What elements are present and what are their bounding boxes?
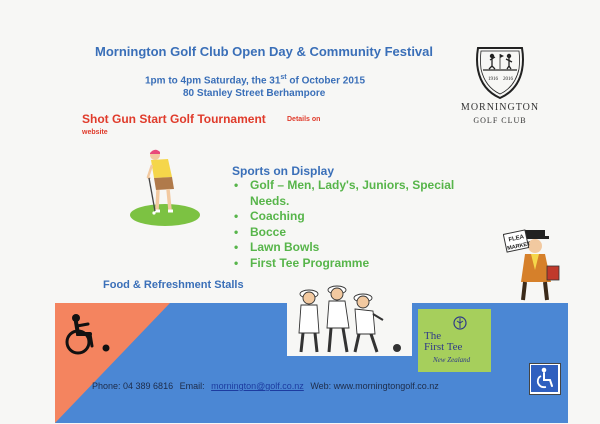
list-item: • Coaching [234, 209, 494, 225]
first-tee-name: The First Tee [424, 330, 463, 353]
list-item: • Lawn Bowls [234, 240, 494, 256]
club-logo [440, 42, 560, 137]
flea-sign-line2: MARKET [506, 241, 532, 252]
phone-text: Phone: 04 389 6816 [92, 381, 174, 391]
list-item: • Bocce [234, 225, 494, 241]
first-tee-logo [418, 309, 491, 372]
list-item: • Golf – Men, Lady's, Juniors, Special Needs. [234, 178, 494, 209]
flea-sign-line1: FLEA [508, 234, 525, 244]
flea-market-illustration [503, 226, 563, 304]
event-address: 80 Stanley Street Berhampore [183, 88, 326, 99]
golf-club-crest-icon [440, 42, 560, 102]
list-item: • First Tee Programme [234, 256, 494, 272]
tournament-website: website [82, 129, 108, 136]
sports-title: Sports on Display [232, 164, 335, 178]
lawn-bowlers-illustration [287, 278, 412, 356]
sports-list [234, 178, 494, 271]
wheelchair-icon [530, 364, 559, 393]
logo-club-name: MORNINGTON [460, 102, 540, 113]
svg-text:1916: 1916 [488, 77, 498, 82]
tournament-details: Details on [287, 116, 321, 123]
page-title: Mornington Golf Club Open Day & Community Festival [95, 44, 434, 59]
first-tee-country: New Zealand [433, 356, 471, 364]
wheelchair-bocce-icon [62, 312, 112, 356]
tournament-title: Shot Gun Start Golf Tournament [82, 112, 266, 126]
svg-text:2016: 2016 [503, 77, 513, 82]
first-tee-emblem-icon [452, 315, 468, 331]
contact-line [92, 381, 443, 391]
food-title: Food & Refreshment Stalls [103, 279, 244, 291]
golfer-illustration [128, 145, 203, 230]
email-label: Email: [179, 381, 205, 391]
accessibility-badge [529, 363, 561, 395]
web-link[interactable]: Web: www.morningtongolf.co.nz [310, 381, 439, 391]
event-date: 1pm to 4pm Saturday, the 31st of October 2015 [145, 74, 365, 87]
email-link[interactable]: mornington@golf.co.nz [211, 381, 304, 391]
logo-subtitle: GOLF CLUB [473, 116, 527, 125]
